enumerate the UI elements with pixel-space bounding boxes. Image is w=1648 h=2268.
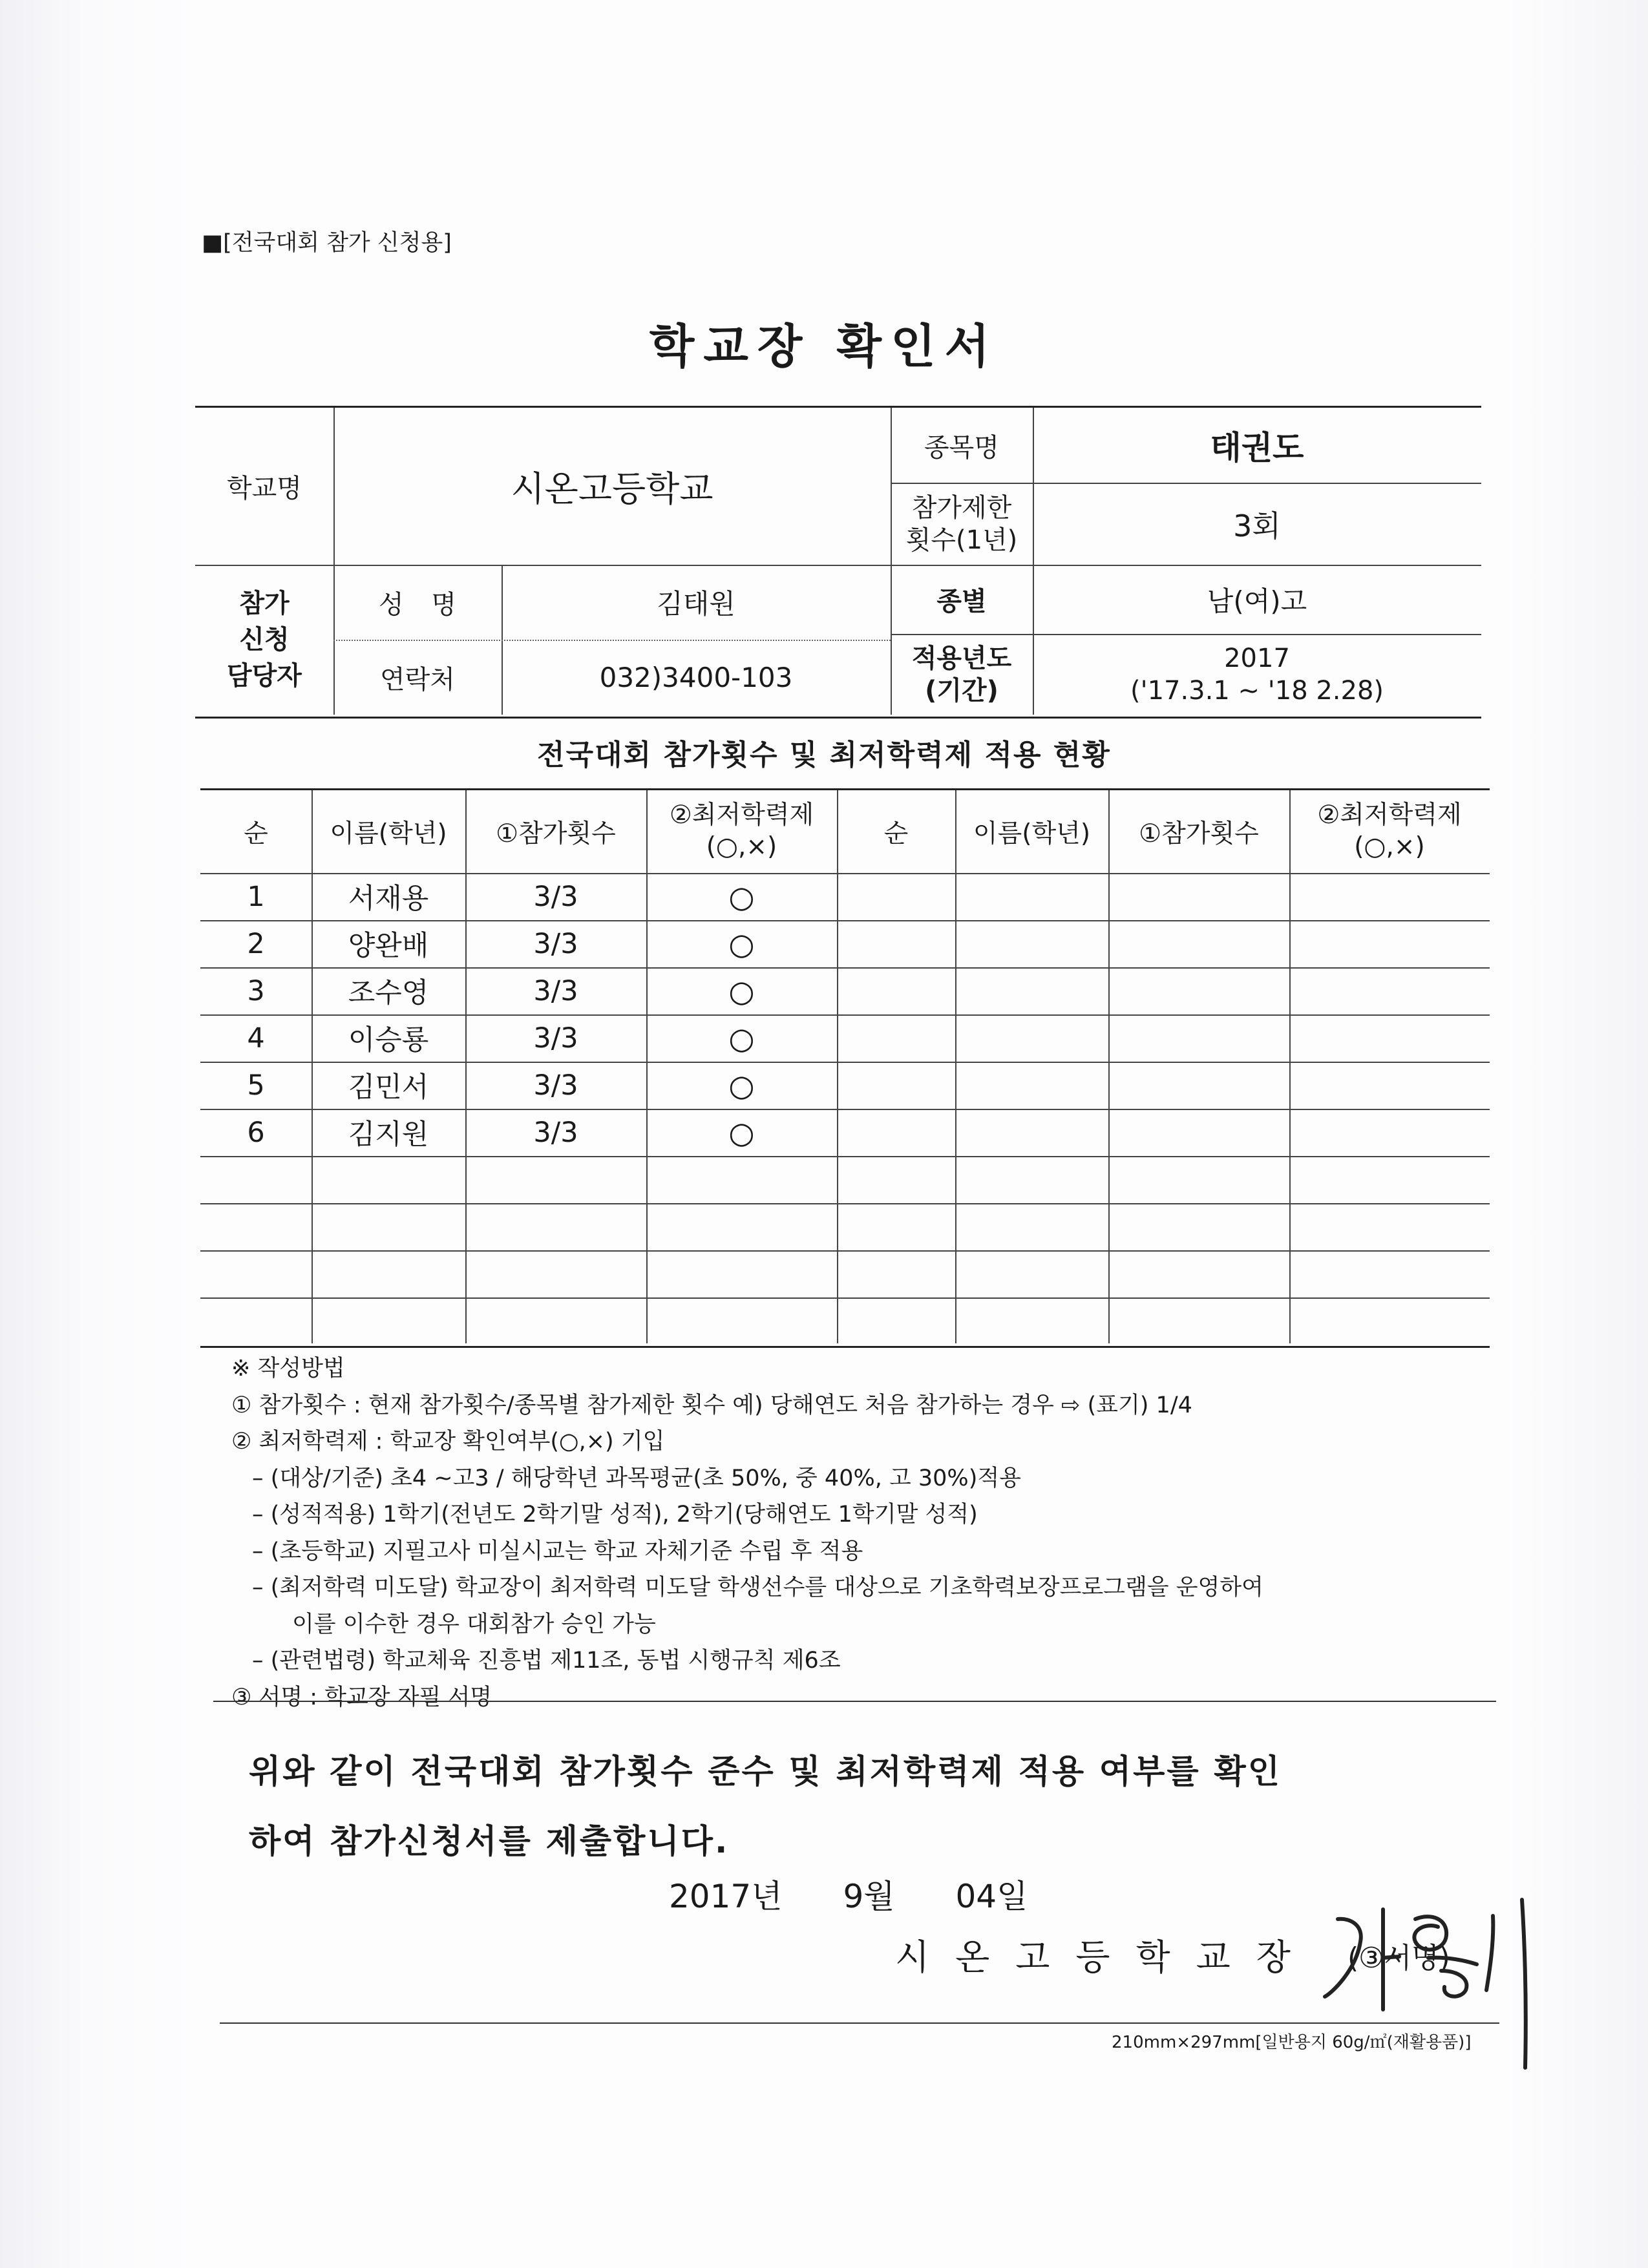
limit-value: 3회 <box>1233 508 1281 543</box>
header-no-left: 순 <box>244 819 268 848</box>
row-2-mark: ○ <box>728 926 755 961</box>
limit-label-line1: 참가제한 <box>911 492 1012 523</box>
year-label-line1: 적용년도 <box>911 643 1012 673</box>
row-6-name: 김지원 <box>348 1118 429 1151</box>
header-min-line1: ②최저학력제 <box>669 801 814 830</box>
note-sub-4-cont: 이를 이수한 경우 대회참가 승인 가능 <box>292 1611 656 1637</box>
row-6-no: 6 <box>247 1116 265 1149</box>
participants-table <box>200 788 1490 1348</box>
row-3-name: 조수영 <box>348 977 429 1009</box>
row-5-mark: ○ <box>728 1067 755 1103</box>
note-sub-2: – (성적적용) 1학기(전년도 2학기말 성적), 2학기(당해연도 1학기말 성적) <box>252 1502 978 1528</box>
name-label: 성 명 <box>379 589 456 620</box>
note-item-3: ③ 서명 : 학교장 자필 서명 <box>231 1684 492 1710</box>
year-value-line2: ('17.3.1 ~ '18 2.28) <box>1130 675 1384 706</box>
form-type-tag: ■[전국대회 참가 신청용] <box>202 230 452 256</box>
header-min-line2: (○,×) <box>1354 832 1425 861</box>
event-value: 태권도 <box>1210 429 1304 467</box>
header-min-left <box>646 790 837 873</box>
school-name-value: 시온고등학교 <box>511 468 713 509</box>
row-2-no: 2 <box>247 927 265 960</box>
declaration-line-2: 하여 참가신청서를 제출합니다. <box>249 1823 730 1861</box>
note-sub-3: – (초등학교) 지필고사 미실시교는 학교 자체기준 수립 후 적용 <box>252 1538 863 1564</box>
row-5-name: 김민서 <box>348 1071 429 1104</box>
school-name-label: 학교명 <box>227 474 302 503</box>
manager-label-line3: 담당자 <box>227 661 302 691</box>
header-name-left: 이름(학년) <box>330 819 447 848</box>
document-title: 학교장 확인서 <box>649 319 999 373</box>
writing-instructions <box>231 1350 1498 1716</box>
row-5-count: 3/3 <box>533 1069 578 1102</box>
header-count-right: ①참가횟수 <box>1139 819 1259 848</box>
row-1-count: 3/3 <box>533 880 578 913</box>
row-4-mark: ○ <box>728 1020 755 1056</box>
note-sub-4: – (최저학력 미도달) 학교장이 최저학력 미도달 학생선수를 대상으로 기초학력보장프로그램을 운영하여 <box>252 1575 1263 1601</box>
year-label <box>891 634 1033 715</box>
limit-label-line2: 횟수(1년) <box>905 525 1018 555</box>
submission-date <box>669 1871 1028 1917</box>
declaration-line-1: 위와 같이 전국대회 참가횟수 준수 및 최저학력제 적용 여부를 확인 <box>249 1753 1282 1791</box>
manager-label <box>195 565 333 715</box>
contact-value: 032)3400-103 <box>599 661 793 693</box>
row-4-name: 이승룡 <box>348 1024 429 1056</box>
divider-line <box>213 1701 1496 1702</box>
row-1-no: 1 <box>247 880 265 913</box>
manager-label-line2: 신청 <box>239 625 290 655</box>
row-4-count: 3/3 <box>533 1022 578 1055</box>
manager-label-line1: 참가 <box>239 589 290 618</box>
signature-label: (③서명) <box>1347 1942 1450 1975</box>
school-info-table <box>195 406 1481 719</box>
row-1-name: 서재용 <box>348 883 429 915</box>
paper-spec-footnote: 210mm×297mm[일반용지 60g/㎡(재활용품)] <box>1112 2033 1472 2052</box>
header-min-right <box>1289 790 1490 873</box>
row-2-count: 3/3 <box>533 927 578 960</box>
note-sub-1: – (대상/기준) 초4 ~고3 / 해당학년 과목평균(초 50%, 중 40%, 고 30%)적용 <box>252 1465 1021 1491</box>
category-value: 남(여)고 <box>1207 585 1307 617</box>
row-3-no: 3 <box>247 974 265 1007</box>
manager-name-value: 김태원 <box>657 588 735 620</box>
header-no-right: 순 <box>883 819 909 848</box>
principal-name: 시온고등학교장 <box>895 1937 1316 1978</box>
note-sub-5: – (관련법령) 학교체육 진흥법 제11조, 동법 시행규칙 제6조 <box>252 1648 841 1674</box>
section-title: 전국대회 참가횟수 및 최저학력제 적용 현황 <box>537 739 1111 772</box>
category-label: 종별 <box>936 587 987 616</box>
year-value <box>1033 634 1481 715</box>
bottom-divider <box>220 2022 1499 2024</box>
note-item-1: ① 참가횟수 : 현재 참가횟수/종목별 참가제한 횟수 예) 당해연도 처음 참가하는 경우 ⇨ (표기) 1/4 <box>231 1392 1192 1418</box>
header-count-left: ①참가횟수 <box>496 819 616 848</box>
row-6-mark: ○ <box>728 1115 755 1150</box>
event-label: 종목명 <box>924 432 999 463</box>
date-year: 2017년 <box>669 1878 783 1915</box>
year-label-line2: (기간) <box>925 675 998 706</box>
limit-label <box>891 483 1033 565</box>
row-3-count: 3/3 <box>533 974 578 1007</box>
date-month: 9월 <box>843 1878 895 1915</box>
row-5-no: 5 <box>247 1069 265 1102</box>
row-3-mark: ○ <box>728 973 755 1009</box>
row-2-name: 양완배 <box>348 930 429 962</box>
row-4-no: 4 <box>247 1022 265 1055</box>
note-item-2: ② 최저학력제 : 학교장 확인여부(○,×) 기입 <box>231 1429 665 1454</box>
header-min-line1: ②최저학력제 <box>1317 801 1462 830</box>
row-1-mark: ○ <box>728 879 755 914</box>
date-day: 04일 <box>955 1878 1028 1915</box>
notes-heading: ※ 작성방법 <box>231 1356 345 1381</box>
header-name-right: 이름(학년) <box>973 819 1091 848</box>
contact-label: 연락처 <box>380 664 455 695</box>
header-min-line2: (○,×) <box>706 832 777 861</box>
row-6-count: 3/3 <box>533 1116 578 1149</box>
year-value-line1: 2017 <box>1224 643 1290 673</box>
